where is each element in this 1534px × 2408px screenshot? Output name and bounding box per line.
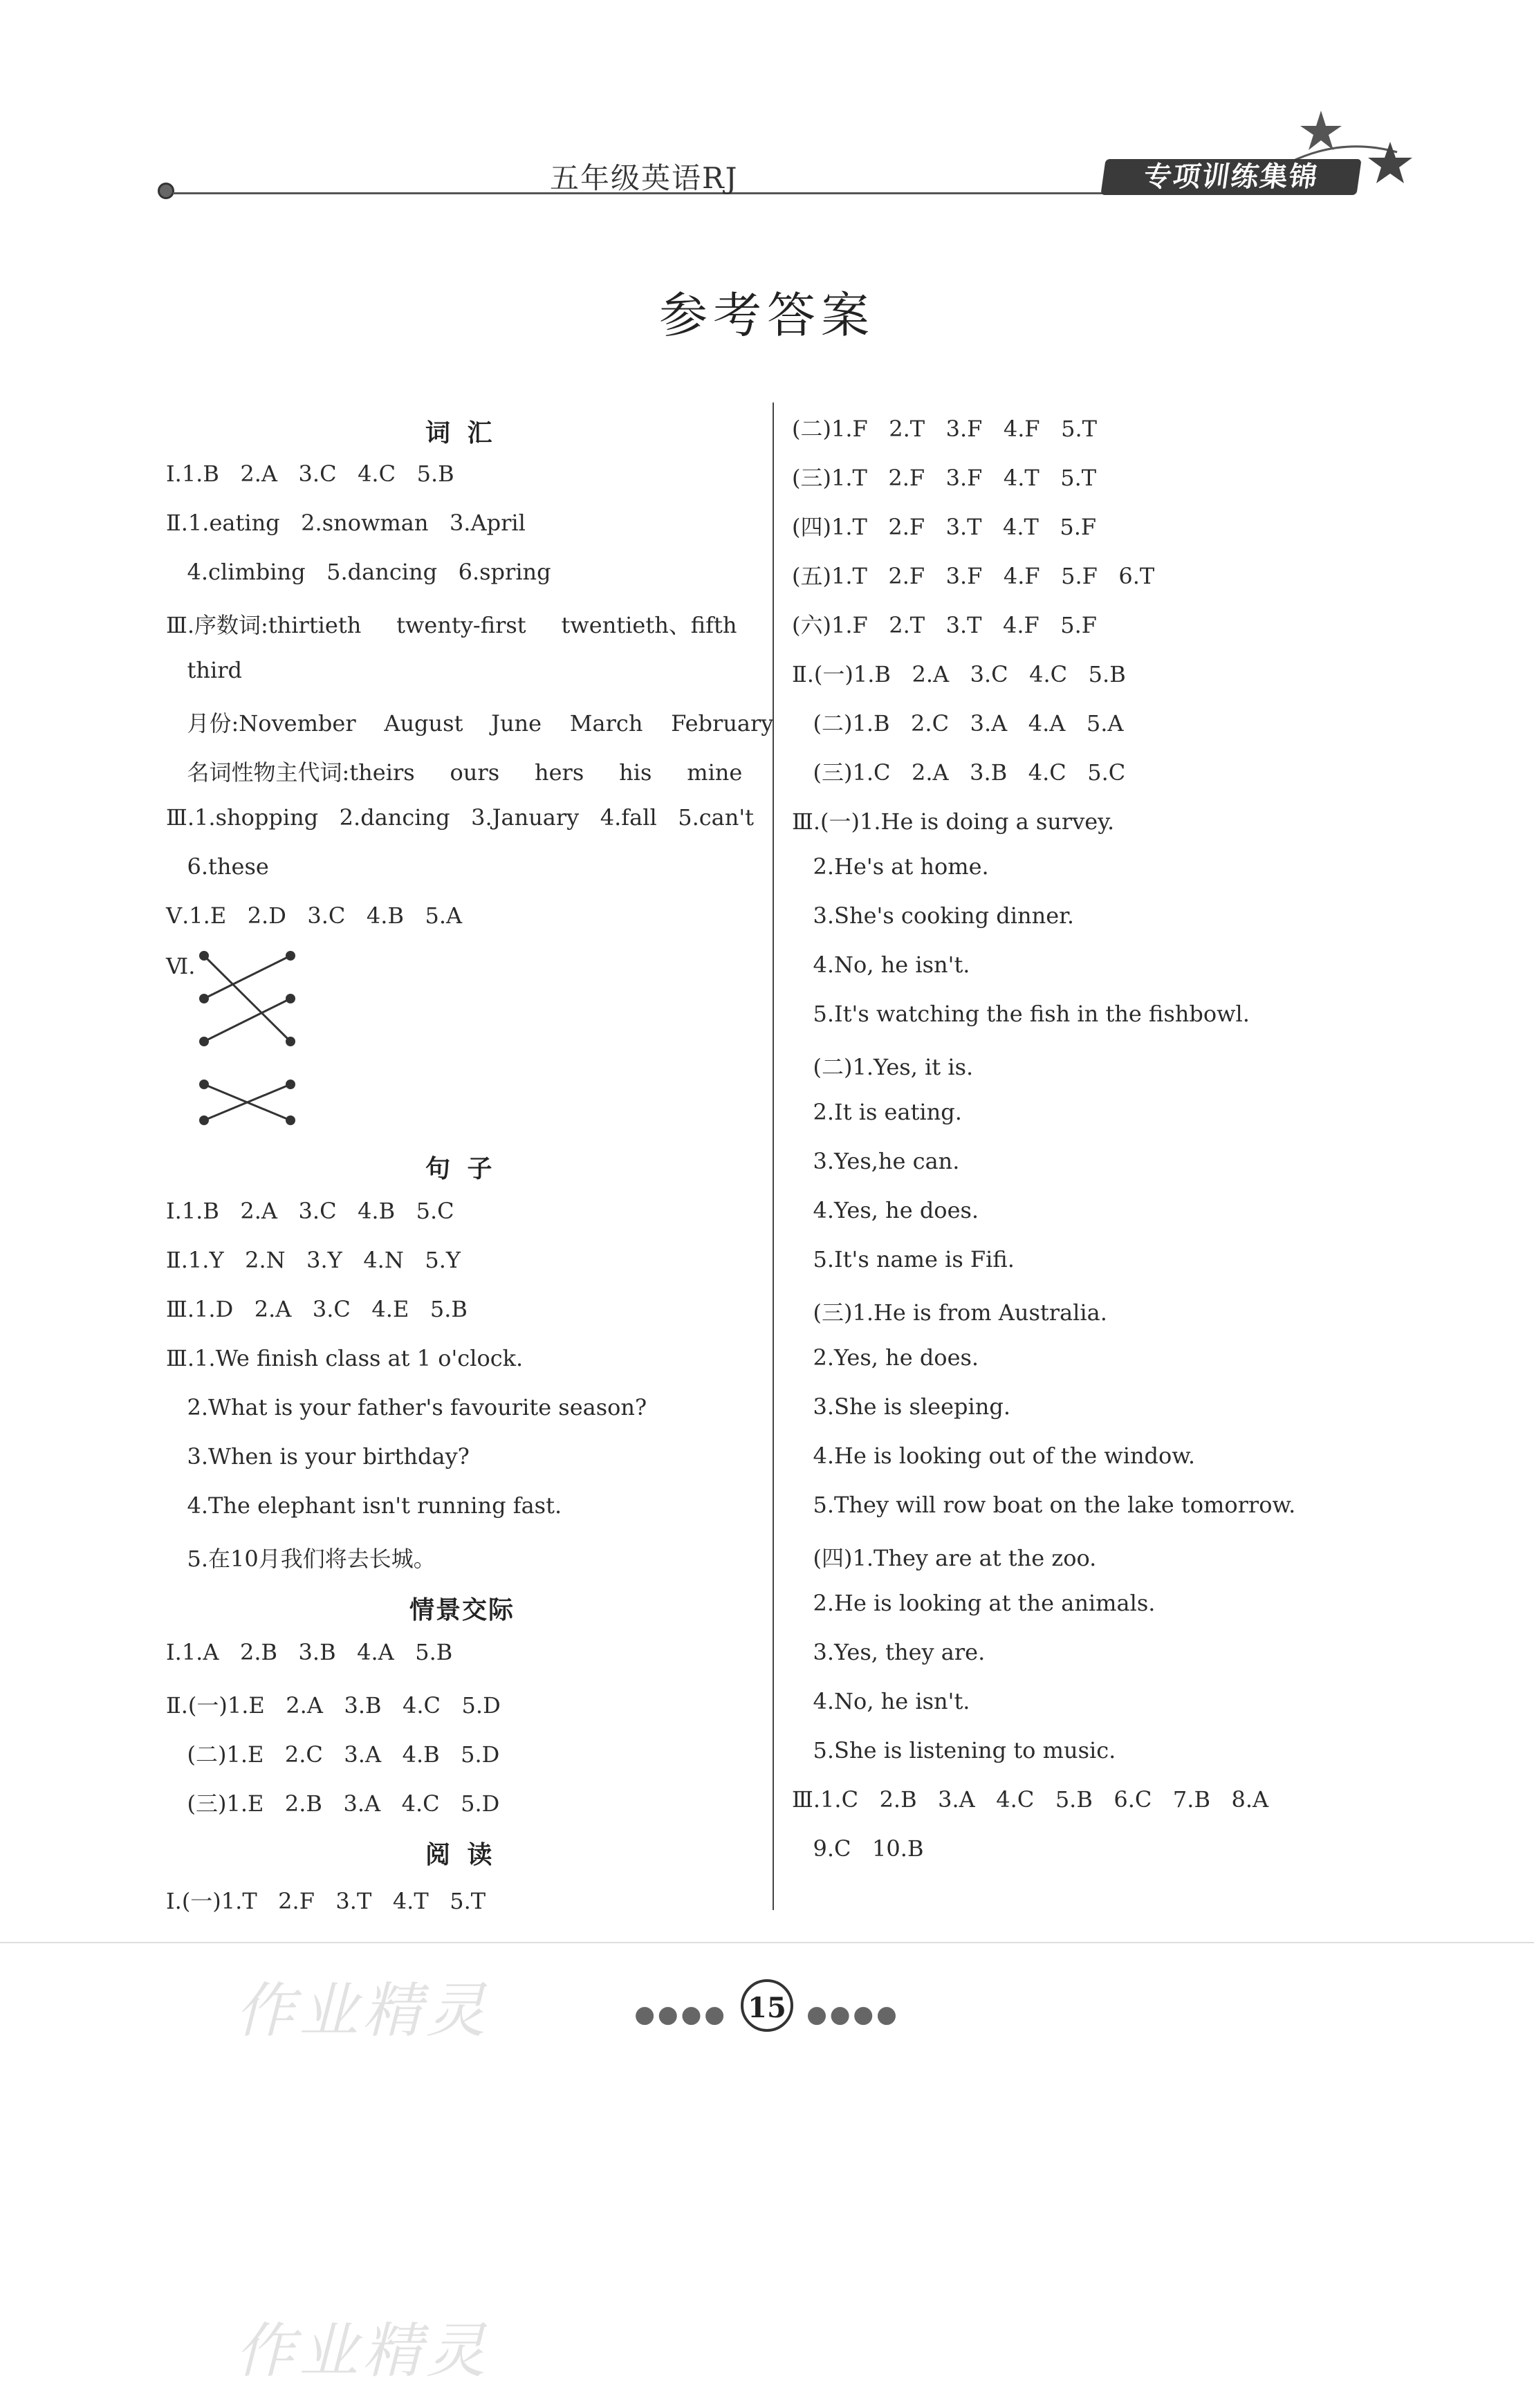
- page-number: 15: [741, 1979, 793, 2032]
- sentence-line: 5.在10月我们将去长城。: [166, 1546, 436, 1572]
- sentence-line: 4.The elephant isn't running fast.: [166, 1492, 562, 1519]
- situation-line: Ⅰ.1.A 2.B 3.B 4.A 5.B: [166, 1639, 453, 1665]
- answer-line: Ⅲ.1.C 2.B 3.A 4.C 5.B 6.C 7.B 8.A: [792, 1786, 1269, 1813]
- watermark: 作业精灵: [235, 1976, 490, 2046]
- answer-line: (四)1.They are at the zoo.: [792, 1545, 1097, 1571]
- answer-line: 3.Yes,he can.: [792, 1148, 960, 1174]
- answer-line: (二)1.F 2.T 3.F 4.F 5.T: [792, 416, 1097, 442]
- header-bullet: [158, 183, 174, 199]
- answer-line: 4.He is looking out of the window.: [792, 1443, 1196, 1469]
- dots-right-icon: ●●●●: [806, 2000, 900, 2028]
- answer-line: 4.No, he isn't.: [792, 1688, 970, 1714]
- vocab-line: Ⅲ.1.shopping 2.dancing 3.January 4.fall 5.can't: [166, 804, 754, 831]
- answer-line: 2.It is eating.: [792, 1099, 962, 1125]
- sentence-line: 2.What is your father's favourite season?: [166, 1394, 647, 1420]
- vocab-line: third: [166, 657, 242, 683]
- answer-line: 5.It's name is Fifi.: [792, 1246, 1015, 1272]
- answer-line: 2.Yes, he does.: [792, 1344, 979, 1371]
- situation-line: (三)1.E 2.B 3.A 4.C 5.D: [166, 1790, 500, 1817]
- answer-line: (六)1.F 2.T 3.T 4.F 5.F: [792, 612, 1097, 638]
- answer-line: 3.Yes, they are.: [792, 1639, 986, 1665]
- page-title: 参考答案: [659, 287, 875, 344]
- answer-line: (三)1.C 2.A 3.B 4.C 5.C: [792, 759, 1126, 786]
- answer-line: 4.Yes, he does.: [792, 1197, 979, 1223]
- answer-line: (二)1.B 2.C 3.A 4.A 5.A: [792, 710, 1124, 737]
- sentence-line: Ⅱ.1.Y 2.N 3.Y 4.N 5.Y: [166, 1247, 461, 1273]
- sentence-line: 3.When is your birthday?: [166, 1443, 470, 1470]
- answer-line: 3.She is sleeping.: [792, 1393, 1011, 1420]
- answer-line: (二)1.Yes, it is.: [792, 1054, 974, 1080]
- answer-line: 9.C 10.B: [792, 1835, 924, 1862]
- dots-left-icon: ●●●●: [634, 2000, 728, 2028]
- header-title: 五年级英语RJ: [550, 161, 739, 195]
- situation-heading: 情景交际: [409, 1596, 515, 1624]
- vocab-heading: 词 汇: [425, 419, 497, 447]
- answer-line: 4.No, he isn't.: [792, 952, 970, 978]
- vocab-line: Ⅰ.1.B 2.A 3.C 4.C 5.B: [166, 461, 454, 487]
- matching-diagram: [187, 947, 311, 1134]
- situation-line: (二)1.E 2.C 3.A 4.B 5.D: [166, 1741, 500, 1768]
- vocab-line: Ⅱ.1.eating 2.snowman 3.April: [166, 510, 526, 536]
- footer-rule: [0, 1942, 1534, 1943]
- answer-line: (五)1.T 2.F 3.F 4.F 5.F 6.T: [792, 563, 1155, 589]
- answer-line: (三)1.T 2.F 3.F 4.T 5.T: [792, 465, 1097, 491]
- vocab-line: 4.climbing 5.dancing 6.spring: [166, 559, 551, 585]
- situation-line: Ⅱ.(一)1.E 2.A 3.B 4.C 5.D: [166, 1692, 501, 1719]
- page-number-bar: [0, 1979, 1534, 2032]
- answer-line: 2.He is looking at the animals.: [792, 1590, 1156, 1616]
- answer-line: 2.He's at home.: [792, 853, 989, 880]
- vocab-line: 6.these: [166, 853, 269, 880]
- matching-label: Ⅵ.: [166, 953, 196, 979]
- answer-line: (三)1.He is from Australia.: [792, 1299, 1107, 1326]
- vocab-line: Ⅴ.1.E 2.D 3.C 4.B 5.A: [166, 902, 463, 929]
- vocab-line: Ⅲ.序数词:thirtieth twenty-first twentieth、fifth: [166, 612, 737, 638]
- answer-line: 5.She is listening to music.: [792, 1737, 1116, 1763]
- answer-line: Ⅲ.(一)1.He is doing a survey.: [792, 808, 1115, 835]
- reading-line: Ⅰ.(一)1.T 2.F 3.T 4.T 5.T: [166, 1888, 486, 1914]
- series-badge: 专项训练集锦: [1100, 159, 1361, 195]
- sentence-line: Ⅲ.1.We finish class at 1 o'clock.: [166, 1345, 524, 1371]
- column-divider: [773, 402, 774, 1910]
- answer-line: Ⅱ.(一)1.B 2.A 3.C 4.C 5.B: [792, 661, 1126, 687]
- sentence-line: Ⅰ.1.B 2.A 3.C 4.B 5.C: [166, 1198, 454, 1224]
- answer-line: 5.They will row boat on the lake tomorrow.: [792, 1492, 1296, 1518]
- sentence-heading: 句 子: [425, 1155, 497, 1183]
- watermark: 作业精灵: [235, 2317, 490, 2386]
- reading-heading: 阅 读: [425, 1841, 497, 1869]
- vocab-line: 名词性物主代词:theirs ours hers his mine: [166, 759, 743, 786]
- sentence-line: Ⅲ.1.D 2.A 3.C 4.E 5.B: [166, 1296, 468, 1322]
- answer-line: 3.She's cooking dinner.: [792, 902, 1075, 929]
- vocab-line: 月份:November August June March February: [166, 710, 774, 737]
- answer-line: 5.It's watching the fish in the fishbowl.: [792, 1001, 1250, 1027]
- answer-line: (四)1.T 2.F 3.T 4.T 5.F: [792, 514, 1097, 540]
